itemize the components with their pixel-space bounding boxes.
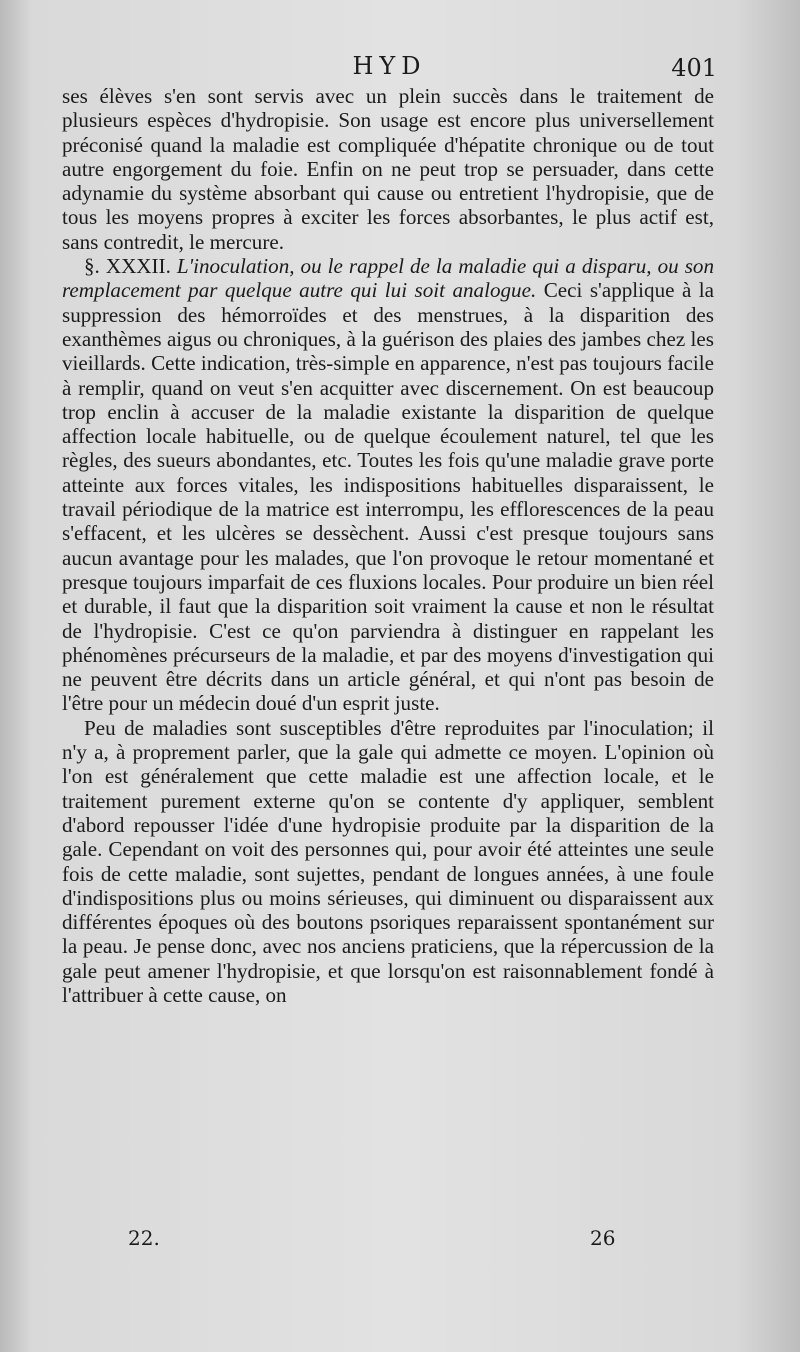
- running-title: HYD: [352, 52, 427, 80]
- section-lead: L'inoculation, ou le rappel de la maladie qui a disparu, ou son remplacement par quelque autre qui lui soit analogue.: [62, 254, 714, 303]
- paragraph-section-xxxii: [62, 254, 714, 716]
- page-footer: [62, 1226, 717, 1252]
- running-header: [62, 52, 717, 82]
- sheet-number: 26: [590, 1226, 616, 1250]
- page-number: 401: [671, 54, 717, 82]
- section-marker: §. XXXII.: [84, 254, 171, 279]
- section-body: Ceci s'applique à la suppression des hémorroïdes et des menstrues, à la disparition des exanthèmes aigus ou chroniques, à la guérison des plaies des jambes chez les vieillards. Cette indication, très-simple en apparence, n'est pas toujours facile à remplir, quand on veut s'en acquitter avec discernement. On est beaucoup trop enclin à accuser de la maladie existante la disparition de quelque affection locale habituelle, ou de quelque écoulement naturel, tel que les règles, des sueurs abondantes, etc. Toutes les fois qu'une maladie grave porte atteinte aux forces vitales, les indispositions habituelles disparaissent, le travail périodique de la matrice est interrompu, les efflorescences de la peau s'effacent, et les ulcères se dessèchent. Aussi c'est presque toujours sans aucun avantage pour les malades, que l'on provoque le retour momentané et presque toujours imparfait de ces fluxions locales. Pour produire un bien réel et durable, il faut que la disparition soit vraiment la cause et non le résultat de l'hydropisie. C'est ce qu'on parviendra à distinguer en rappelant les phénomènes précurseurs de la maladie, et par des moyens d'investigation qui ne peuvent être décrits dans un article général, et qui n'ont pas besoin de l'être pour un médecin doué d'un esprit juste.: [62, 278, 714, 716]
- signature-mark: 22.: [128, 1226, 160, 1250]
- paragraph-mercury: ses élèves s'en sont servis avec un plein succès dans le traitement de plusieurs espèces d'hydropisie. Son usage est encore plus universellement préconisé quand la maladie est compliquée d'hépatite chronique ou de tout autre engorgement du foie. Enfin on ne peut trop se persuader, dans cette adynamie du système absorbant qui cause ou entretient l'hydropisie, que de tous les moyens propres à exciter les forces absorbantes, le plus actif est, sans contredit, le mercure.: [62, 84, 714, 254]
- paragraph-inoculation: Peu de maladies sont susceptibles d'être reproduites par l'inoculation; il n'y a, à proprement parler, que la gale qui admette ce moyen. L'opinion où l'on est généralement que cette maladie est une affection locale, et le traitement purement externe qu'on se contente d'y appliquer, semblent d'abord repousser l'idée d'une hydropisie produite par la disparition de la gale. Cependant on voit des personnes qui, pour avoir été atteintes une seule fois de cette maladie, sont sujettes, pendant de longues années, à une foule d'indispositions plus ou moins sérieuses, qui diminuent ou disparaissent aux différentes époques où des boutons psoriques reparaissent spontanément sur la peau. Je pense donc, avec nos anciens praticiens, que la répercussion de la gale peut amener l'hydropisie, et que lorsqu'on est raisonnablement fondé à l'attribuer à cette cause, on: [62, 715, 714, 1007]
- body-text: [62, 84, 714, 1007]
